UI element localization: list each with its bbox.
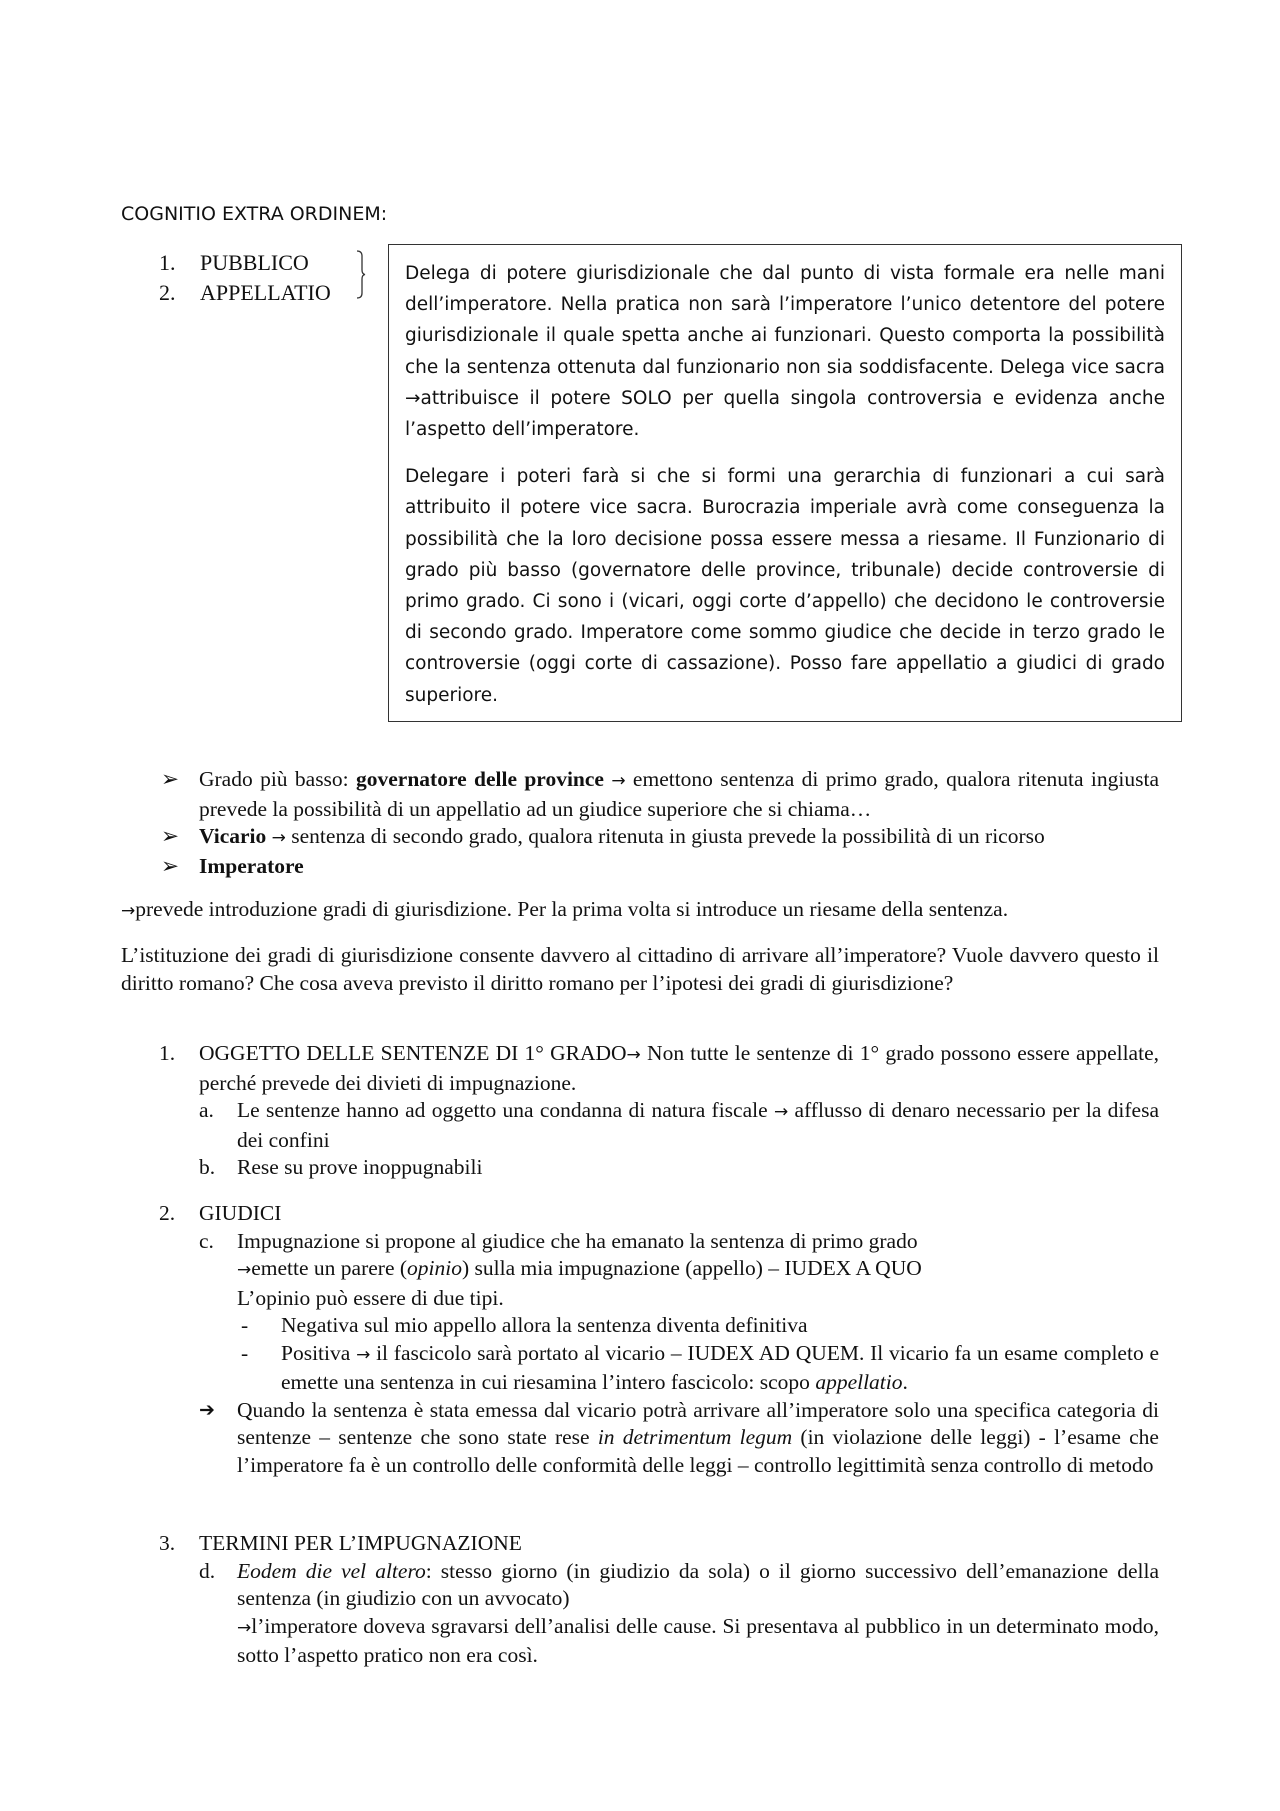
section-heading: COGNITIO EXTRA ORDINEM:	[121, 203, 388, 225]
list-item: ➢ Imperatore	[159, 853, 1159, 881]
paragraph: L’istituzione dei gradi di giurisdizione consente davvero al cittadino di arrivare all’imperatore? Vuole davvero questo il diritto romano? Che cosa aveva previsto il diritto romano per l’ipotesi dei gradi di giurisdizione?	[121, 943, 1159, 995]
arrowhead-bullet-icon: ➢	[161, 824, 180, 848]
arrow-right-icon: →	[271, 828, 286, 848]
arrowhead-bullet-icon: ➢	[161, 767, 180, 791]
arrow-right-icon: →	[773, 1102, 789, 1122]
list-item: - Negativa sul mio appello allora la sentenza diventa definitiva	[241, 1313, 808, 1337]
arrow-right-icon: →	[405, 387, 421, 409]
numbered-section-1	[159, 1040, 1159, 1182]
box-paragraph: Delegare i poteri farà si che si formi una gerarchia di funzionari a cui sarà attribuito il potere vice sacra. Burocrazia imperiale avrà come conseguenza la possibilità che la loro decisione possa essere messa a riesame. Il Funzionario di grado più basso (governatore delle province, tribunale) decide controversie di primo grado. Ci sono i (vicari, oggi corte d’appello) che decidono le controversie di secondo grado. Imperatore come sommo giudice che decide in terzo grado le controversie (oggi corte di cassazione). Posso fare appellatio a giudici di grado superiore.	[405, 466, 1165, 706]
list-item-continuation: L’opinio può essere di due tipi.	[237, 1285, 504, 1310]
top-list	[159, 248, 331, 308]
arrow-right-icon: →	[237, 1260, 252, 1280]
list-item: - Positiva → il fascicolo sarà portato al vicario – IUDEX AD QUEM. Il vicario fa un esame completo e emette una sentenza in cui riesamina l’intero fascicolo: scopo appellatio.	[241, 1340, 1159, 1394]
bullet-list	[159, 766, 1159, 880]
right-brace-icon	[356, 250, 366, 299]
list-item: 2. APPELLATIO	[159, 280, 331, 305]
numbered-section-3	[159, 1530, 1159, 1670]
list-item: d. Eodem die vel altero: stesso giorno (in giudizio da sola) o il giorno successivo dell’emanazione della sentenza (in giudizio con un avvocato)	[199, 1558, 1159, 1610]
list-item: ➢ Grado più basso: governatore delle province → emettono sentenza di primo grado, qualora ritenuta ingiusta prevede la possibilità di un appellatio ad un giudice superiore che si chiama…	[161, 767, 1160, 821]
arrow-right-icon: →	[611, 771, 626, 791]
arrow-right-icon: →	[121, 901, 136, 921]
arrow-right-icon: →	[237, 1617, 252, 1638]
list-item: ➢ Vicario → sentenza di secondo grado, qualora ritenuta in giusta prevede la possibilità di un ricorso	[159, 823, 1159, 853]
list-item: 2. GIUDICI	[159, 1201, 282, 1225]
list-item: a. Le sentenze hanno ad oggetto una condanna di natura fiscale → afflusso di denaro necessario per la difesa dei confini	[199, 1098, 1159, 1152]
list-item: 1. OGGETTO DELLE SENTENZE DI 1° GRADO→ Non tutte le sentenze di 1° grado possono essere appellate, perché prevede dei divieti di impugnazione.	[159, 1041, 1159, 1095]
list-item-continuation: →emette un parere (opinio) sulla mia impugnazione (appello) – IUDEX A QUO	[237, 1256, 922, 1280]
list-item: 3. TERMINI PER L’IMPUGNAZIONE	[159, 1531, 522, 1555]
arrowhead-bullet-icon: ➢	[161, 853, 180, 878]
definition-box	[388, 244, 1182, 722]
list-item: 1. PUBBLICO	[159, 250, 309, 275]
list-item: b. Rese su prove inoppugnabili	[199, 1155, 483, 1179]
list-item: ➔ Quando la sentenza è stata emessa dal vicario potrà arrivare all’imperatore solo una specifica categoria di sentenze – sentenze che sono state rese in detrimentum legum (in violazione delle leggi) - l’esame che l’imperatore fa è un controllo delle conformità delle leggi – controllo legittimità senza controllo di metodo	[199, 1397, 1159, 1477]
arrow-right-icon: →	[626, 1045, 641, 1065]
numbered-section-2	[159, 1200, 1159, 1479]
arrow-right-icon: →	[356, 1344, 371, 1365]
bold-arrow-icon: ➔	[199, 1398, 215, 1421]
box-paragraph: Delega di potere giurisdizionale che dal punto di vista formale era nelle mani dell’imperatore. Nella pratica non sarà l’imperatore l’unico detentore del potere giurisdizionale il quale spetta anche ai funzionari. Questo comporta la possibilità che la sentenza ottenuta dal funzionario non sia soddisfacente. Delega vice sacra →attribuisce il potere SOLO per quella singola controversia e evidenza anche l’aspetto dell’imperatore.	[405, 263, 1165, 441]
paragraph: →prevede introduzione gradi di giurisdizione. Per la prima volta si introduce un riesame della sentenza.	[121, 897, 1009, 921]
list-item-continuation: →l’imperatore doveva sgravarsi dell’analisi delle cause. Si presentava al pubblico in un determinato modo, sotto l’aspetto pratico non era così.	[237, 1613, 1159, 1667]
list-item: c. Impugnazione si propone al giudice che ha emanato la sentenza di primo grado	[199, 1228, 918, 1253]
